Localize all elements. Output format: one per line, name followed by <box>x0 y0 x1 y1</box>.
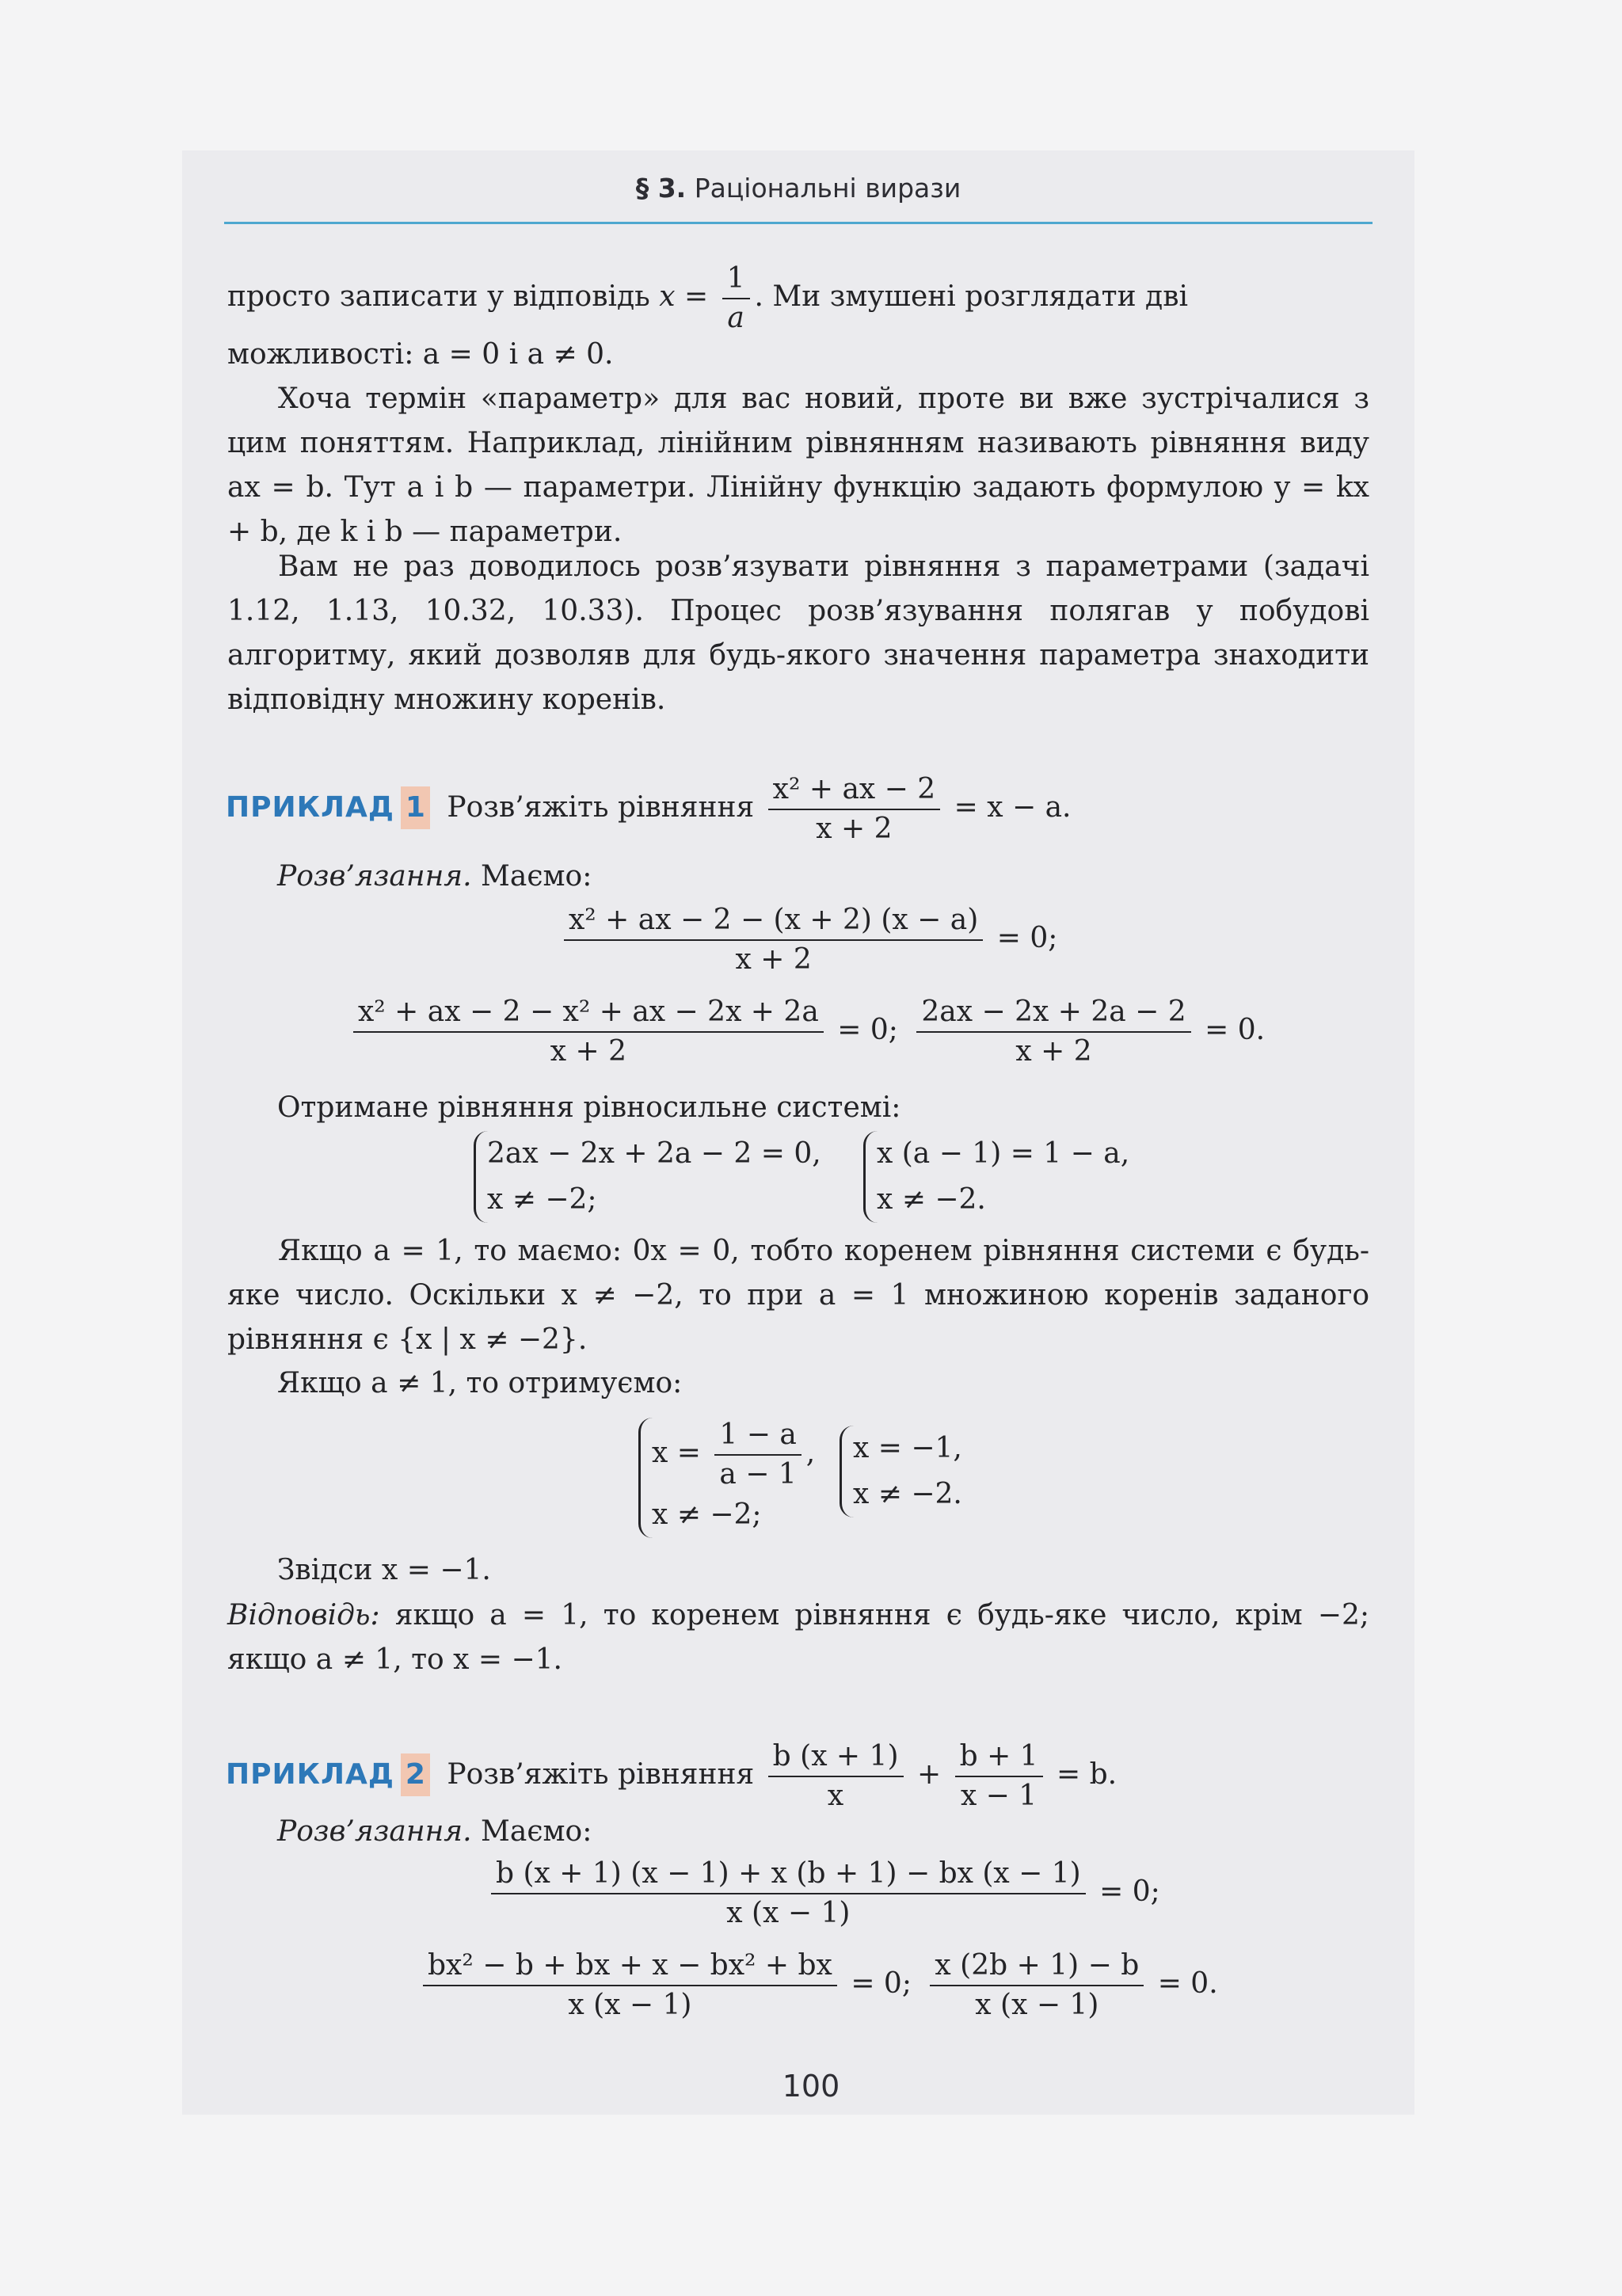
example2-step1-rhs: = 0; <box>1099 1875 1160 1908</box>
example2-step1 <box>486 1856 1160 1931</box>
example2-f1-den: x <box>827 1780 844 1812</box>
example1-fraction <box>768 772 941 847</box>
intro-var: x <box>659 280 676 313</box>
example1-step1-den: x + 2 <box>735 943 812 976</box>
example1-answer <box>227 1593 1369 1682</box>
system2-line2: x ≠ −2. <box>877 1183 986 1216</box>
example2-step2 <box>418 1948 1218 2023</box>
example1-answer-text: якщо a = 1, то коренем рівняння є будь-яке число, крім −2; якщо a ≠ 1, то x = −1. <box>227 1599 1370 1676</box>
system4-line2: x ≠ −2. <box>853 1478 962 1510</box>
system1-line1: 2ax − 2x + 2a − 2 = 0, <box>487 1137 821 1170</box>
example2-step2b-num: x (2b + 1) − b <box>930 1948 1144 1986</box>
system3-lhs: x = <box>652 1437 701 1469</box>
example2-step2a-num: bx² − b + bx + x − bx² + bx <box>423 1948 837 1986</box>
example1-answer-label: Відповідь: <box>227 1599 380 1632</box>
example1-step2 <box>348 995 1265 1069</box>
example2-plus: + <box>916 1758 942 1791</box>
example1-equiv-text: Отримане рівняння рівносильне системі: <box>277 1091 901 1124</box>
intro-fraction-num: 1 <box>722 261 750 299</box>
intro-line1-before: просто записати у відповідь <box>227 280 650 313</box>
example1-solution-intro: Маємо: <box>481 860 592 893</box>
example2-solution-label: Розв’язання. <box>277 1815 472 1848</box>
example2-step2a-den: x (x − 1) <box>568 1989 692 2021</box>
example2-step2a-rhs: = 0; <box>851 1967 912 2000</box>
example2-step1-num: b (x + 1) (x − 1) + x (b + 1) − bx (x − 1) <box>491 1856 1086 1894</box>
example1-step1-rhs: = 0; <box>996 922 1058 954</box>
paragraph-parameter: Хоча термін «параметр» для вас новий, проте ви вже зустрічалися з цим поняттям. Наприклад, лінійним рівнянням називають рівняння виду ax = b. Тут a і b — параметри. Лінійну функцію задають формулою y = kx + b, де k і b — параметри. <box>227 383 1369 548</box>
example1-solution-line <box>277 855 592 898</box>
example1-system2 <box>863 1131 1129 1223</box>
example1-step2b-den: x + 2 <box>1015 1035 1092 1068</box>
example1-heading <box>226 772 1072 847</box>
section-number: § 3. <box>635 173 687 204</box>
example2-solution-line <box>277 1811 592 1853</box>
example2-fraction2 <box>955 1739 1043 1814</box>
example2-number: 2 <box>401 1753 430 1796</box>
example2-f2-den: x − 1 <box>960 1780 1038 1812</box>
example2-solution-intro: Маємо: <box>481 1815 592 1848</box>
example2-label: ПРИКЛАД <box>226 1758 394 1791</box>
example2-task: Розв’яжіть рівняння <box>447 1758 755 1791</box>
running-header-text <box>224 173 1373 204</box>
system4-line1: x = −1, <box>853 1432 962 1464</box>
intro-line1-after: . Ми змушені розглядати дві <box>754 280 1188 313</box>
example2-fraction1 <box>768 1739 904 1814</box>
example1-hence: Звідси x = −1. <box>277 1554 491 1586</box>
example1-fraction-den: x + 2 <box>816 813 893 845</box>
intro-fraction <box>722 261 750 336</box>
system1-line2: x ≠ −2; <box>487 1183 597 1216</box>
example1-step2a-den: x + 2 <box>550 1035 627 1068</box>
intro-line2: можливості: a = 0 і a ≠ 0. <box>227 338 614 371</box>
running-header <box>224 166 1373 224</box>
example2-step2b-den: x (x − 1) <box>975 1989 1099 2021</box>
system3-fraction <box>714 1418 801 1492</box>
example2-rhs: = b. <box>1057 1758 1118 1791</box>
example2-step2a-fraction <box>423 1948 837 2023</box>
paragraph-algorithm: Вам не раз доводилось розв’язувати рівняння з параметрами (задачі 1.12, 1.13, 10.32, 10.33). Процес розв’язування полягав у побудові алгоритму, який дозволяв для будь-якого значення параметра знаходити відповідну множину коренів. <box>227 550 1369 716</box>
example1-step2a-num: x² + ax − 2 − x² + ax − 2x + 2a <box>353 995 824 1033</box>
system2-line1: x (a − 1) = 1 − a, <box>877 1137 1130 1170</box>
example1-task: Розв’яжіть рівняння <box>447 791 755 824</box>
example1-case2: Якщо a ≠ 1, то отримуємо: <box>277 1367 683 1399</box>
example1-number: 1 <box>401 786 430 829</box>
section-title: Раціональні вирази <box>694 173 961 204</box>
example2-f2-num: b + 1 <box>955 1739 1043 1777</box>
example2-f1-num: b (x + 1) <box>768 1739 904 1777</box>
example1-step2b-num: 2ax − 2x + 2a − 2 <box>916 995 1190 1033</box>
example2-step1-fraction <box>491 1856 1086 1931</box>
example1-step2a-fraction <box>353 995 824 1069</box>
page-number: 100 <box>782 2069 840 2104</box>
example2-step2b-fraction <box>930 1948 1144 2023</box>
system3-line2: x ≠ −2; <box>652 1498 762 1531</box>
example1-solution-label: Розв’язання. <box>277 860 472 893</box>
intro-fraction-den: a <box>727 302 744 334</box>
example2-step1-den: x (x − 1) <box>726 1897 851 1929</box>
example1-step1 <box>559 903 1057 977</box>
example1-step2b-fraction <box>916 995 1190 1069</box>
example1-step2a-rhs: = 0; <box>837 1014 898 1046</box>
example1-system4 <box>840 1426 962 1517</box>
example1-system1 <box>474 1131 821 1223</box>
example1-case1: Якщо a = 1, то маємо: 0x = 0, тобто коренем рівняння системи є будь-яке число. Оскільки x ≠ −2, то при a = 1 множиною коренів заданого рівняння є {x | x ≠ −2}. <box>227 1235 1369 1356</box>
intro-eq: = <box>683 280 709 313</box>
example2-step2b-rhs: = 0. <box>1157 1967 1218 2000</box>
example1-rhs: = x − a. <box>954 791 1072 824</box>
example1-step2b-rhs: = 0. <box>1205 1014 1266 1046</box>
example1-system3 <box>638 1418 815 1538</box>
system3-den: a − 1 <box>719 1458 797 1491</box>
example1-step1-fraction <box>564 903 983 977</box>
example1-step1-num: x² + ax − 2 − (x + 2) (x − a) <box>564 903 983 941</box>
intro-paragraph <box>227 261 1369 336</box>
system3-comma: , <box>805 1437 816 1469</box>
system3-line1 <box>652 1418 815 1492</box>
example1-fraction-num: x² + ax − 2 <box>768 772 941 810</box>
system3-num: 1 − a <box>714 1418 801 1456</box>
example1-label: ПРИКЛАД <box>226 791 394 824</box>
example2-heading <box>226 1739 1117 1814</box>
